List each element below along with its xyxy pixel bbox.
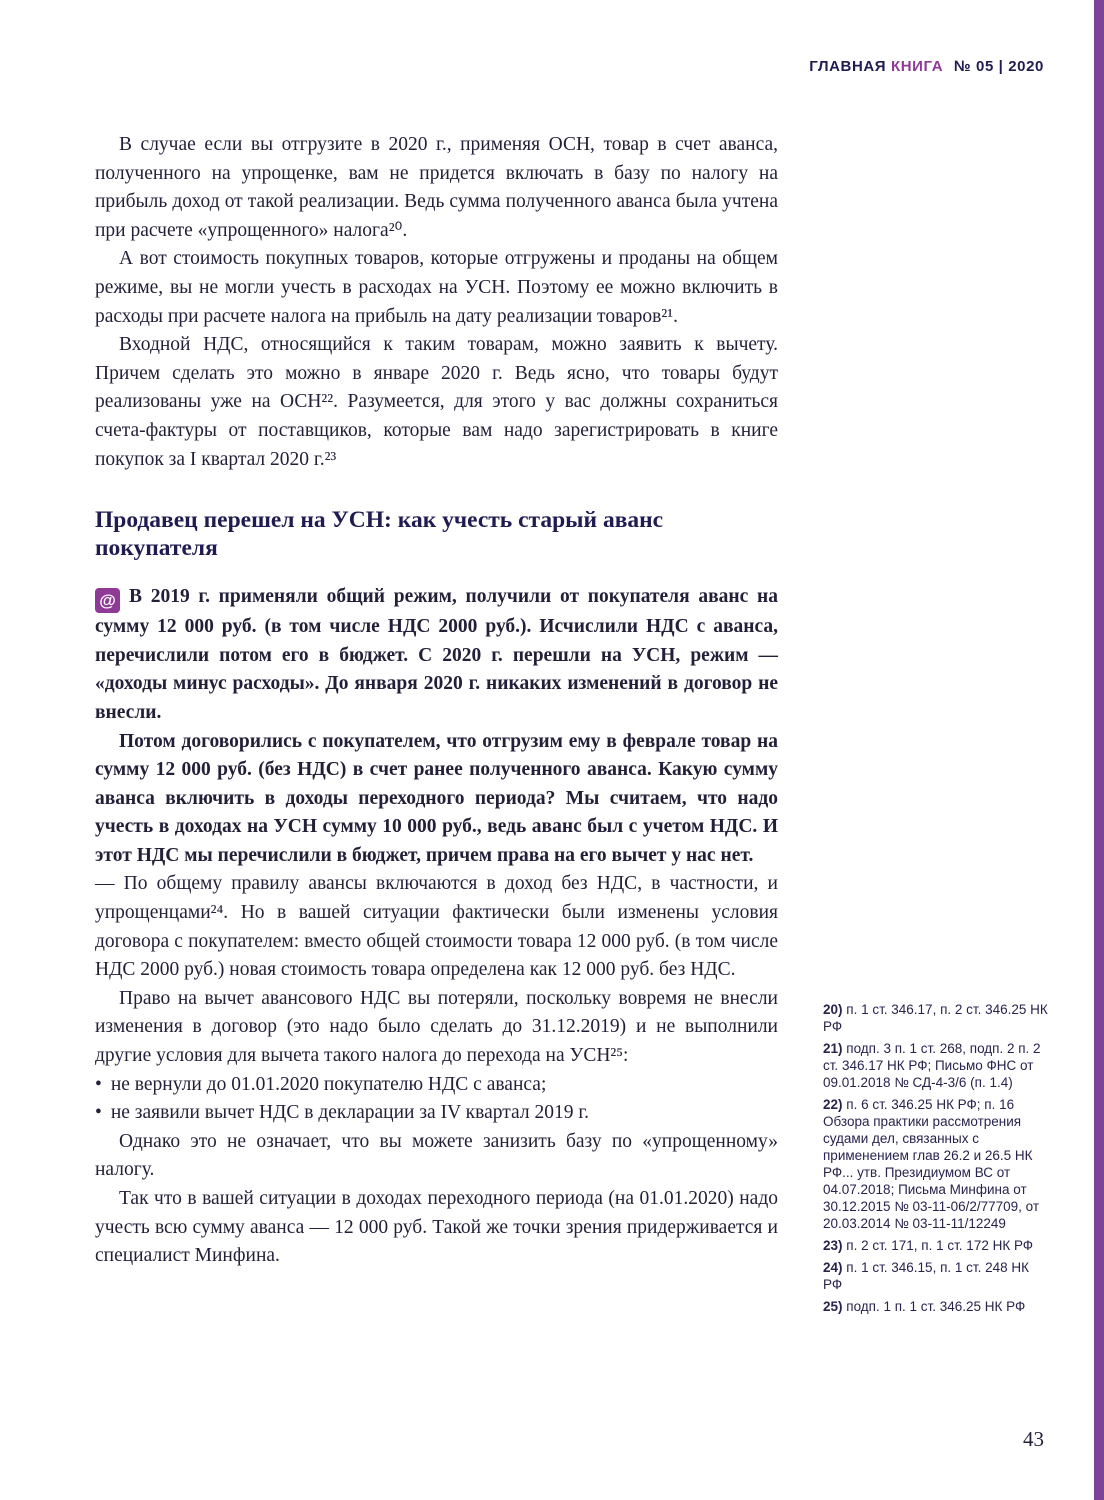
footnotes-sidebar [823,1001,1049,1320]
at-icon: @ [95,588,120,613]
footnote-text: п. 6 ст. 346.25 НК РФ; п. 16 Обзора практики рассмотрения судами дел, связанных с применением глав 26.2 и 26.5 НК РФ... утв. Президиумом ВС от 04.07.2018; Письма Минфина от 30.12.2015 № 03-11-06/2/77709, от 20.03.2014 № 03-11-11/12249 [823,1097,1040,1231]
bullet-item: • не вернули до 01.01.2020 покупателю НДС с аванса; [95,1071,778,1100]
condition-list [95,1071,778,1128]
page-header [809,58,1044,75]
answer-paragraph: Однако это не означает, что вы можете занизить базу по «упрощенному» налогу. [95,1130,778,1181]
footnote-text: п. 1 ст. 346.15, п. 1 ст. 248 НК РФ [823,1260,1029,1292]
issue-label: № 05 | 2020 [953,58,1044,75]
footnote [823,1259,1049,1293]
footnote-text: подп. 3 п. 1 ст. 268, подп. 2 п. 2 ст. 346.17 НК РФ; Письмо ФНС от 09.01.2018 № СД-4-3/6 (п. 1.4) [823,1041,1041,1090]
brand-name-part1: ГЛАВНАЯ [809,58,887,75]
body-paragraph: Входной НДС, относящийся к таким товарам, можно заявить к вычету. Причем сделать это можно в январе 2020 г. Ведь ясно, что товары будут реализованы уже на ОСН²². Разумеется, для этого у вас должны сохраниться счета-фактуры от поставщиков, которые вам надо зарегистрировать в книге покупок за I квартал 2020 г.²³ [95,334,778,470]
footnote-number: 22) [823,1097,843,1112]
answer-paragraph: — По общему правилу авансы включаются в доход без НДС, в частности, и упрощенцами²⁴. Но в вашей ситуации фактически были изменены условия договора с покупателем: вместо общей стоимости товара 12 000 руб. (в том числе НДС 2000 руб.) новая стоимость товара определена как 12 000 руб. без НДС. [95,873,778,981]
footnote-number: 20) [823,1002,843,1017]
footnote-number: 25) [823,1299,843,1314]
footnote [823,1237,1049,1254]
footnote [823,1040,1049,1091]
footnote-text: п. 2 ст. 171, п. 1 ст. 172 НК РФ [842,1238,1034,1253]
footnote-number: 21) [823,1041,843,1056]
article-body [95,131,778,1271]
footnote [823,1096,1049,1232]
brand-name-part2: КНИГА [890,58,944,75]
footnote-text: подп. 1 п. 1 ст. 346.25 НК РФ [842,1299,1026,1314]
footnote-number: 24) [823,1260,843,1275]
question-text: В 2019 г. применяли общий режим, получили от покупателя аванс на сумму 12 000 руб. (в том числе НДС 2000 руб.). Исчислили НДС с аванса, перечислили потом его в бюджет. С 2020 г. перешли на УСН, режим — «доходы минус расходы». До января 2020 г. никаких изменений в договор не внесли. [95,586,778,723]
answer-paragraph: Так что в вашей ситуации в доходах переходного периода (на 01.01.2020) надо учесть всю сумму аванса — 12 000 руб. Такой же точки зрения придерживается и специалист Минфина. [95,1188,778,1267]
body-paragraph: В случае если вы отгрузите в 2020 г., применяя ОСН, товар в счет аванса, полученного на упрощенке, вам не придется включать в базу по налогу на прибыль доход от такой реализации. Ведь сумма полученного аванса была учтена при расчете «упрощенного» налога²⁰. [95,134,778,241]
page-number: 43 [1023,1427,1044,1451]
body-paragraph: А вот стоимость покупных товаров, которые отгружены и проданы на общем режиме, вы не могли учесть в расходах на УСН. Поэтому ее можно включить в расходы при расчете налога на прибыль на дату реализации товаров²¹. [95,248,778,327]
question-paragraph: Потом договорились с покупателем, что отгрузим ему в феврале товар на сумму 12 000 руб. (без НДС) в счет ранее полученного аванса. Какую сумму аванса включить в доходы переходного периода? Мы считаем, что надо учесть в доходах на УСН сумму 10 000 руб., ведь аванс был с учетом НДС. И этот НДС мы перечислили в бюджет, причем права на его вычет у нас нет. [95,730,778,866]
question-paragraph [95,583,778,727]
answer-paragraph: Право на вычет авансового НДС вы потеряли, поскольку вовремя не внесли изменения в договор (это надо было сделать до 31.12.2019) и не выполнили другие условия для вычета такого налога до перехода на УСН²⁵: [95,987,778,1067]
section-heading: Продавец перешел на УСН: как учесть старый аванс покупателя [95,507,664,562]
footnote [823,1298,1049,1315]
footnote-text: п. 1 ст. 346.17, п. 2 ст. 346.25 НК РФ [823,1002,1048,1034]
footnote-number: 23) [823,1238,843,1253]
footnote [823,1001,1049,1035]
bullet-item: • не заявили вычет НДС в декларации за IV квартал 2019 г. [95,1099,778,1128]
page-edge-accent-stripe [1094,0,1104,1500]
